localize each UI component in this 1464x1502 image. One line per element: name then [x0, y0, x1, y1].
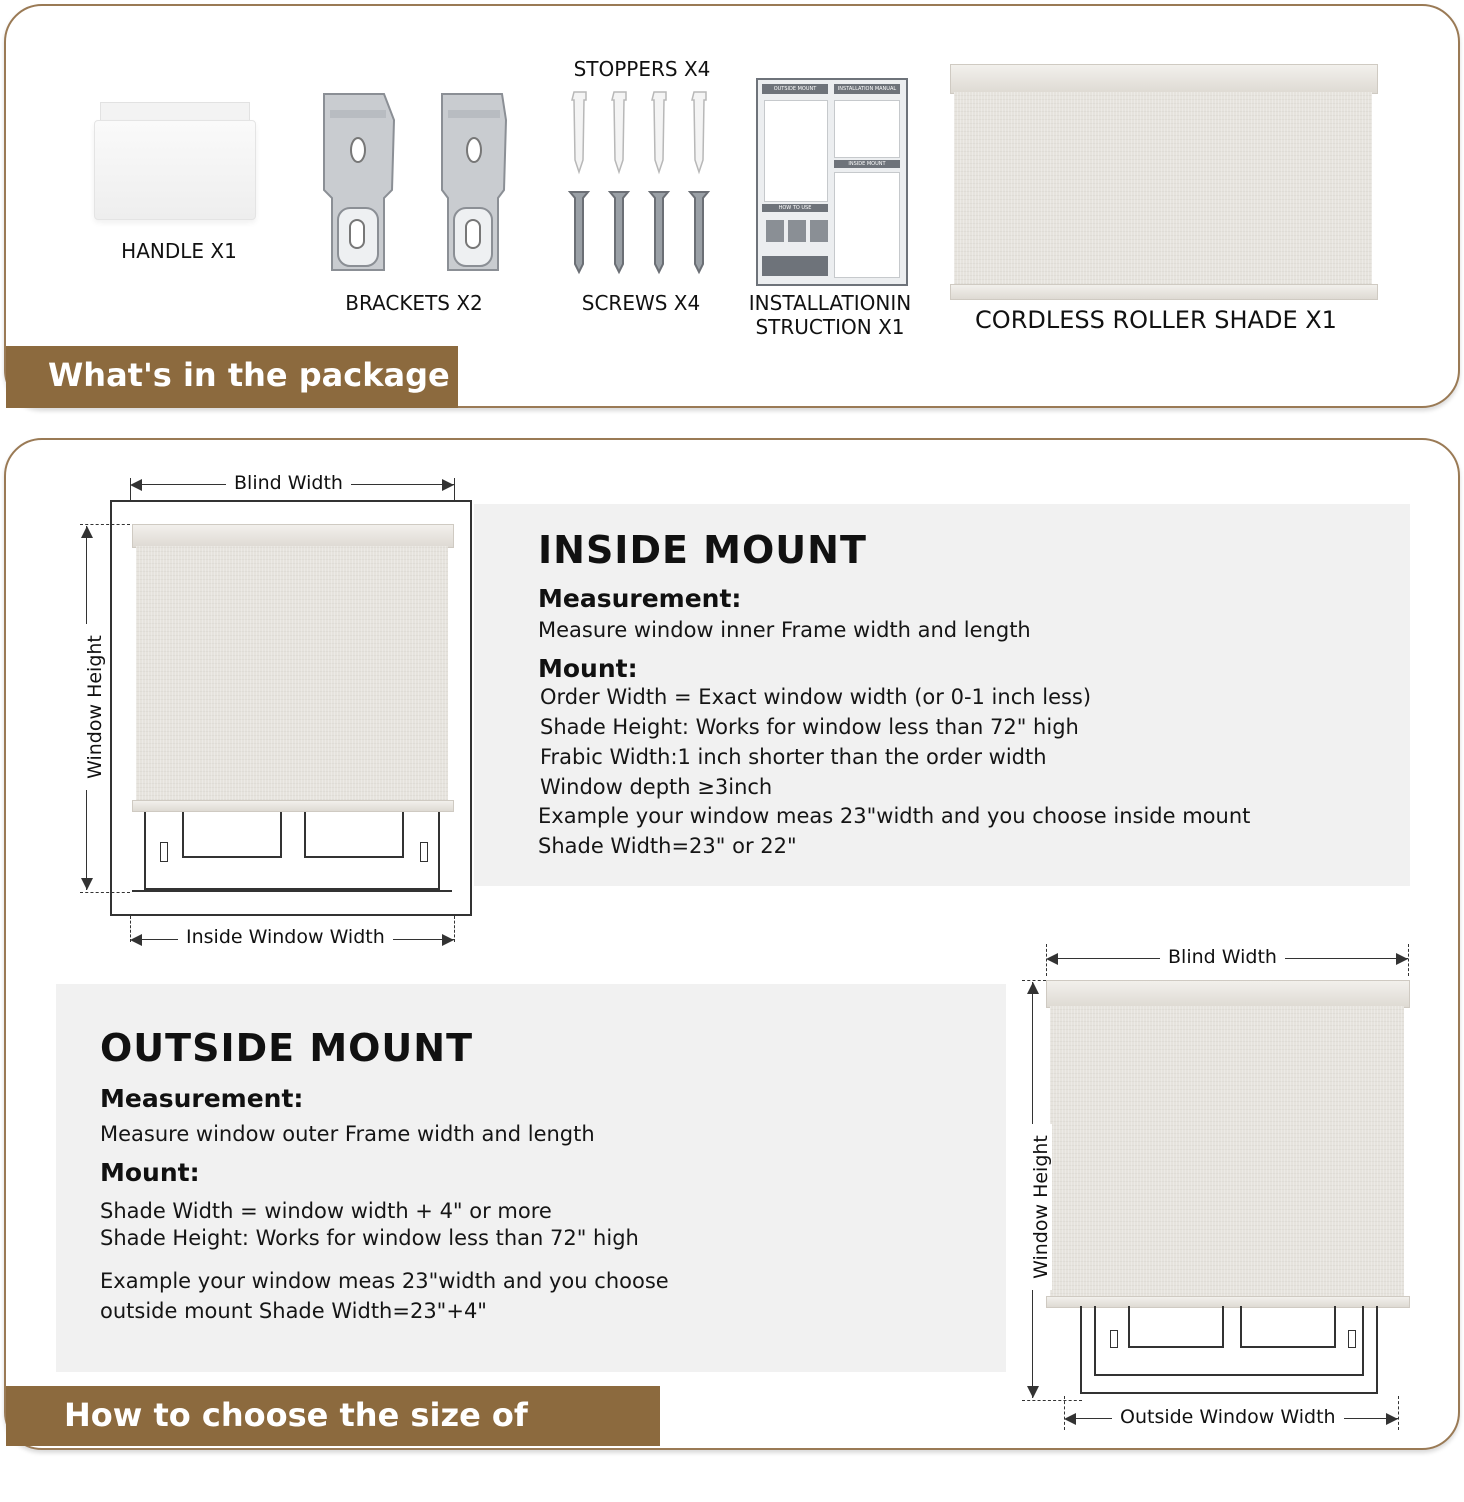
package-section-tag: What's in the package — [6, 346, 458, 408]
outside-window-width-label: Outside Window Width — [1112, 1406, 1344, 1428]
manual-outside-tag: OUTSIDE MOUNT — [762, 84, 828, 94]
stoppers-image — [562, 88, 732, 178]
screws-label: SCREWS X4 — [581, 291, 701, 315]
instruction-label-line2: STRUCTION X1 — [755, 315, 905, 339]
roller-shade-image — [950, 64, 1378, 300]
manual-title-tag: INSTALLATION MANUAL — [834, 84, 900, 94]
brackets-image — [314, 90, 514, 276]
sizing-section-tag: How to choose the size of shades — [6, 1386, 660, 1446]
inside-measurement-heading: Measurement: — [538, 584, 742, 613]
screws-image — [562, 190, 732, 276]
manual-inside-tag: INSIDE MOUNT — [834, 160, 900, 168]
inside-mount-diagram — [74, 470, 494, 960]
inside-mount-heading: Mount: — [538, 654, 638, 683]
sizing-panel — [4, 438, 1460, 1492]
inside-measurement-text: Measure window inner Frame width and length — [538, 618, 1031, 642]
outside-example-line: outside mount Shade Width=23"+4" — [100, 1299, 487, 1323]
outside-mount-diagram — [1018, 940, 1418, 1440]
brackets-label: BRACKETS X2 — [345, 291, 483, 315]
outside-line: Shade Width = window width + 4" or more — [100, 1199, 552, 1223]
outside-mount-heading: Mount: — [100, 1158, 200, 1187]
roller-shade-label: CORDLESS ROLLER SHADE X1 — [975, 306, 1337, 334]
instruction-manual-image — [756, 78, 908, 286]
outside-mount-title: OUTSIDE MOUNT — [100, 1026, 474, 1070]
inside-blind-width-label: Blind Width — [226, 472, 351, 494]
outside-measurement-heading: Measurement: — [100, 1084, 304, 1113]
package-panel — [4, 4, 1460, 408]
instruction-label-line1: INSTALLATIONIN — [748, 291, 912, 315]
inside-line: Frabic Width:1 inch shorter than the order width — [540, 745, 1047, 769]
inside-window-height-label: Window Height — [84, 624, 106, 790]
outside-measurement-text: Measure window outer Frame width and length — [100, 1122, 595, 1146]
handle-label: HANDLE X1 — [121, 239, 237, 263]
stoppers-label: STOPPERS X4 — [573, 57, 711, 81]
outside-blind-width-label: Blind Width — [1160, 946, 1285, 968]
inside-line: Order Width = Exact window width (or 0-1 inch less) — [540, 685, 1092, 709]
outside-line: Shade Height: Works for window less than 72" high — [100, 1226, 639, 1250]
handle-image — [94, 102, 254, 222]
inside-line: Window depth ≥3inch — [540, 775, 773, 799]
inside-line: Shade Height: Works for window less than 72" high — [540, 715, 1079, 739]
inside-mount-title: INSIDE MOUNT — [538, 528, 867, 572]
inside-window-width-label: Inside Window Width — [178, 926, 393, 948]
outside-example-line: Example your window meas 23"width and you choose — [100, 1269, 669, 1293]
manual-howto-tag: HOW TO USE — [762, 204, 828, 212]
inside-line: Example your window meas 23"width and you choose inside mount — [538, 804, 1251, 828]
outside-window-height-label: Window Height — [1030, 1124, 1052, 1290]
inside-line: Shade Width=23" or 22" — [538, 834, 797, 858]
